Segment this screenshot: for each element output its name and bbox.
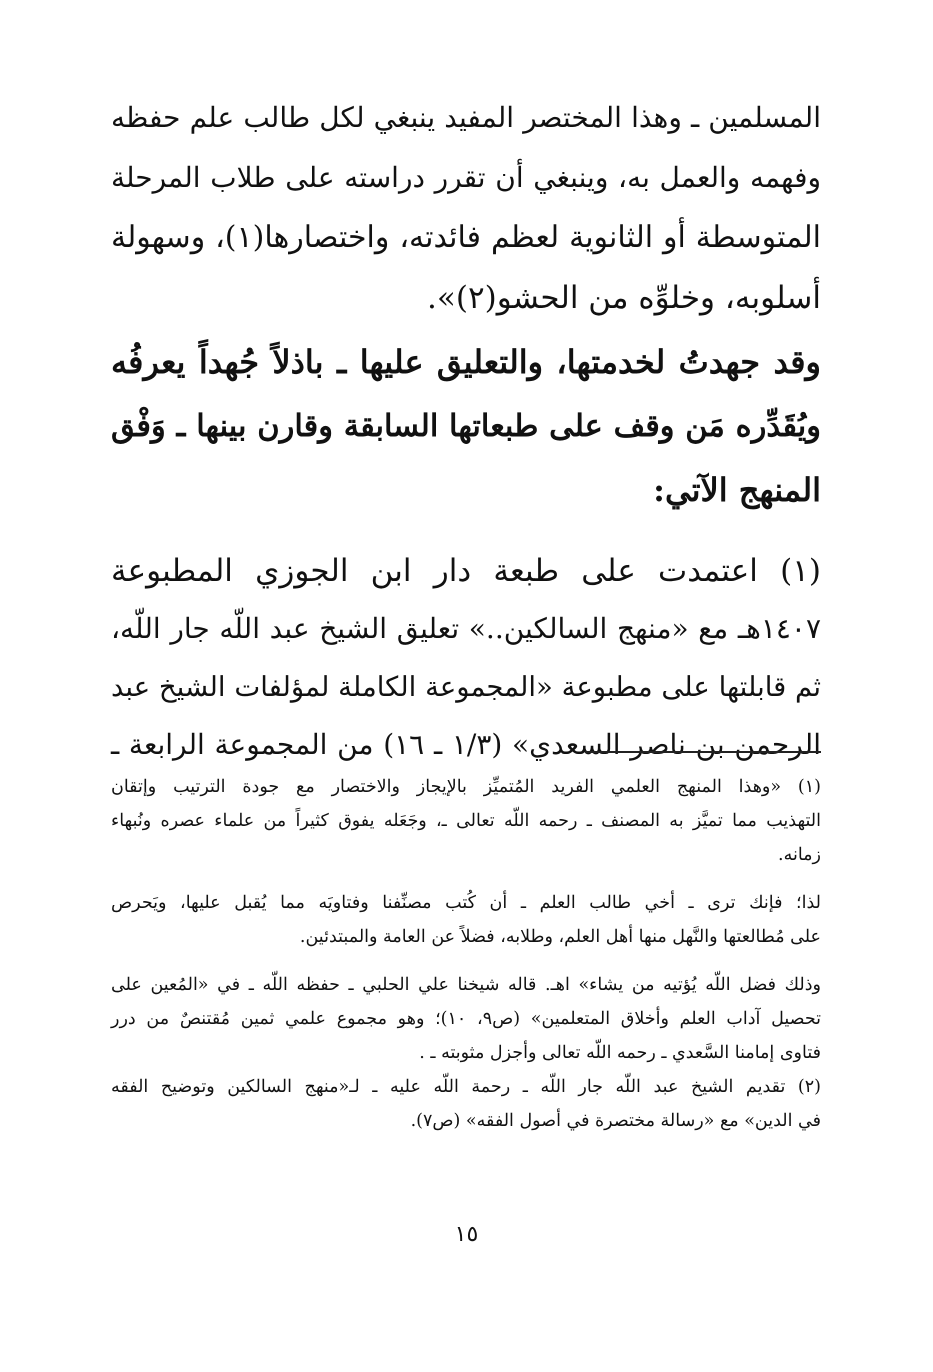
footnote-line: في الدين» مع «رسالة مختصرة في أصول الفقه» (ص٧).: [410, 1111, 821, 1131]
footnote-separator: [585, 751, 821, 753]
page-number: ١٥: [454, 1222, 479, 1247]
footnote-line: وذلك فضل اللّه يُؤتيه من يشاء» اهـ. قاله شيخنا علي الحلبي ـ حفظه اللّه ـ في «المُعين على: [111, 975, 821, 995]
footnote-line: (١) «وهذا المنهج العلمي الفريد المُتميِّز بالإيجاز والاختصار مع جودة الترتيب وإتقان: [111, 777, 821, 797]
footnote-line: (٢) تقديم الشيخ عبد اللّه جار اللّه ـ رحمة اللّه عليه ـ لـ«منهج السالكين وتوضيح الفقه: [111, 1077, 821, 1097]
footnote-line: زمانه.: [778, 845, 821, 865]
footnote-line: تحصيل آداب العلم وأخلاق المتعلمين» (ص٩، ١٠)؛ وهو مجموع علمي ثمين مُقتنصٌ من درر: [111, 1009, 822, 1029]
paragraph-2-bold: [111, 330, 821, 522]
footnote-1-continuation-2: [111, 968, 821, 1070]
footnote-2: [111, 1070, 821, 1138]
footnote-1: [111, 770, 821, 872]
footnotes: [111, 770, 821, 1138]
text-line: المتوسطة أو الثانوية لعظم فائدته، واختصارها(١)، وسهولة: [111, 220, 821, 255]
footnote-line: على مُطالعتها والنَّهل منها أهل العلم، وطلابه، فضلاً عن العامة والمبتدئين.: [299, 927, 821, 947]
main-text: [111, 88, 821, 774]
text-line: الرحمن بن ناصر السعدي» (١/٣ ـ ١٦) من المجموعة الرابعة ـ: [111, 728, 821, 761]
paragraph-3-list-item: [111, 542, 821, 774]
paragraph-1: [111, 88, 821, 328]
footnote-line: فتاوى إمامنا السَّعدي ـ رحمه اللّه تعالى وأجزل مثوبته ـ .: [419, 1043, 821, 1063]
text-line: (١) اعتمدت على طبعة دار ابن الجوزي المطبوعة: [111, 553, 821, 589]
footnote-line: لذا؛ فإنك ترى ـ أخي طالب العلم ـ أن كُتب مصنِّفنا وفتاويَه مما يُقبل عليها، ويَحرص: [111, 893, 821, 913]
text-line: ويُقَدِّره مَن وقف على طبعاتها السابقة وقارن بينها ـ وَفْق: [111, 408, 821, 444]
text-line: المنهج الآتي:: [653, 471, 821, 509]
footnote-1-continuation: [111, 886, 821, 954]
text-line: وفهمه والعمل به، وينبغي أن تقرر دراسته على طلاب المرحلة: [111, 161, 821, 194]
text-line: المسلمين ـ وهذا المختصر المفيد ينبغي لكل طالب علم حفظه: [111, 101, 821, 134]
footnote-line: التهذيب مما تميَّز به المصنف ـ رحمه اللّه تعالى ـ، وجَعَله يفوق كثيراً من علماء عصره ونُبهاء: [111, 811, 821, 831]
text-line: ثم قابلتها على مطبوعة «المجموعة الكاملة لمؤلفات الشيخ عبد: [111, 671, 821, 703]
text-line: ١٤٠٧هـ مع «منهج السالكين..» تعليق الشيخ عبد اللّه جار اللّه،: [111, 612, 821, 645]
text-line: وقد جهدتُ لخدمتها، والتعليق عليها ـ باذلاً جُهداً يعرفُه: [111, 343, 821, 381]
text-line: أسلوبه، وخلوِّه من الحشو(٢)».: [427, 280, 821, 316]
